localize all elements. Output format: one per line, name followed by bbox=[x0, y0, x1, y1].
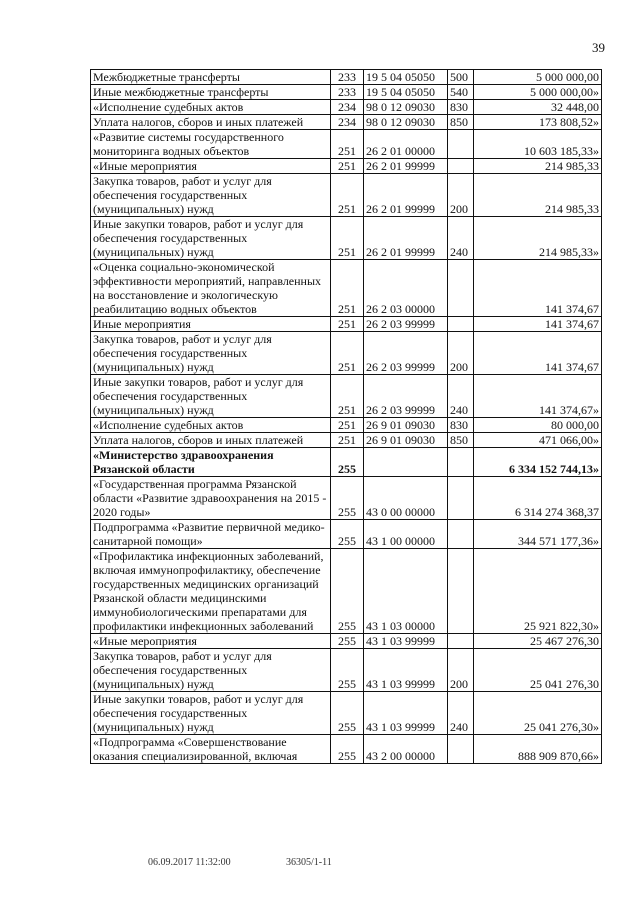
row-csr-cell: 26 2 03 99999 bbox=[364, 332, 448, 375]
row-vr-cell bbox=[448, 317, 474, 332]
row-sum-cell: 214 985,33 bbox=[474, 174, 602, 217]
row-ved-cell: 255 bbox=[331, 549, 364, 634]
row-csr-cell: 26 2 03 00000 bbox=[364, 260, 448, 317]
row-name-cell: Иные межбюджетные трансферты bbox=[91, 85, 331, 100]
table-row bbox=[91, 332, 602, 375]
table-row bbox=[91, 85, 602, 100]
row-ved-cell: 234 bbox=[331, 115, 364, 130]
row-csr-cell: 26 9 01 09030 bbox=[364, 418, 448, 433]
row-ved-cell: 255 bbox=[331, 692, 364, 735]
row-ved-cell: 251 bbox=[331, 159, 364, 174]
row-sum-cell: 214 985,33 bbox=[474, 159, 602, 174]
row-sum-cell: 5 000 000,00» bbox=[474, 85, 602, 100]
row-csr-cell: 98 0 12 09030 bbox=[364, 100, 448, 115]
row-vr-cell: 200 bbox=[448, 174, 474, 217]
row-ved-cell: 251 bbox=[331, 130, 364, 159]
row-sum-cell: 6 334 152 744,13» bbox=[474, 448, 602, 477]
row-vr-cell bbox=[448, 159, 474, 174]
table-row bbox=[91, 418, 602, 433]
row-name-cell: Закупка товаров, работ и услуг для обеспечения государственных (муниципальных) нужд bbox=[91, 174, 331, 217]
row-csr-cell: 43 0 00 00000 bbox=[364, 477, 448, 520]
row-ved-cell: 255 bbox=[331, 735, 364, 764]
row-vr-cell: 200 bbox=[448, 332, 474, 375]
row-vr-cell bbox=[448, 448, 474, 477]
row-vr-cell bbox=[448, 260, 474, 317]
table-row bbox=[91, 260, 602, 317]
row-csr-cell: 26 9 01 09030 bbox=[364, 433, 448, 448]
row-name-cell: Уплата налогов, сборов и иных платежей bbox=[91, 433, 331, 448]
row-name-cell: Иные закупки товаров, работ и услуг для обеспечения государственных (муниципальных) нужд bbox=[91, 375, 331, 418]
row-ved-cell: 251 bbox=[331, 317, 364, 332]
row-csr-cell: 26 2 01 99999 bbox=[364, 217, 448, 260]
row-csr-cell bbox=[364, 448, 448, 477]
table-row bbox=[91, 100, 602, 115]
row-csr-cell: 26 2 03 99999 bbox=[364, 317, 448, 332]
table-row bbox=[91, 217, 602, 260]
table-row bbox=[91, 317, 602, 332]
row-vr-cell bbox=[448, 520, 474, 549]
row-vr-cell: 850 bbox=[448, 433, 474, 448]
row-sum-cell: 25 467 276,30 bbox=[474, 634, 602, 649]
row-sum-cell: 141 374,67 bbox=[474, 260, 602, 317]
row-sum-cell: 25 921 822,30» bbox=[474, 549, 602, 634]
row-csr-cell: 19 5 04 05050 bbox=[364, 85, 448, 100]
row-ved-cell: 255 bbox=[331, 649, 364, 692]
row-ved-cell: 255 bbox=[331, 477, 364, 520]
table-row bbox=[91, 115, 602, 130]
row-name-cell: «Подпрограмма «Совершенствование оказания специализированной, включая bbox=[91, 735, 331, 764]
row-name-cell: Закупка товаров, работ и услуг для обеспечения государственных (муниципальных) нужд bbox=[91, 332, 331, 375]
row-csr-cell: 26 2 03 99999 bbox=[364, 375, 448, 418]
row-csr-cell: 19 5 04 05050 bbox=[364, 70, 448, 85]
row-sum-cell: 6 314 274 368,37 bbox=[474, 477, 602, 520]
row-ved-cell: 233 bbox=[331, 85, 364, 100]
row-ved-cell: 251 bbox=[331, 217, 364, 260]
row-ved-cell: 233 bbox=[331, 70, 364, 85]
row-name-cell: «Государственная программа Рязанской области «Развитие здравоохранения на 2015 - 2020 годы» bbox=[91, 477, 331, 520]
row-csr-cell: 43 2 00 00000 bbox=[364, 735, 448, 764]
row-name-cell: Уплата налогов, сборов и иных платежей bbox=[91, 115, 331, 130]
row-sum-cell: 141 374,67» bbox=[474, 375, 602, 418]
row-vr-cell: 200 bbox=[448, 649, 474, 692]
row-csr-cell: 43 1 00 00000 bbox=[364, 520, 448, 549]
row-vr-cell: 240 bbox=[448, 217, 474, 260]
row-vr-cell: 850 bbox=[448, 115, 474, 130]
table-row bbox=[91, 433, 602, 448]
row-name-cell: Иные закупки товаров, работ и услуг для обеспечения государственных (муниципальных) нужд bbox=[91, 692, 331, 735]
row-vr-cell: 240 bbox=[448, 692, 474, 735]
row-ved-cell: 255 bbox=[331, 634, 364, 649]
row-csr-cell: 43 1 03 00000 bbox=[364, 549, 448, 634]
row-csr-cell: 26 2 01 99999 bbox=[364, 174, 448, 217]
row-vr-cell: 240 bbox=[448, 375, 474, 418]
row-name-cell: Закупка товаров, работ и услуг для обеспечения государственных (муниципальных) нужд bbox=[91, 649, 331, 692]
row-name-cell: «Иные мероприятия bbox=[91, 159, 331, 174]
row-sum-cell: 888 909 870,66» bbox=[474, 735, 602, 764]
row-ved-cell: 255 bbox=[331, 520, 364, 549]
row-ved-cell: 251 bbox=[331, 260, 364, 317]
table-row bbox=[91, 70, 602, 85]
row-sum-cell: 10 603 185,33» bbox=[474, 130, 602, 159]
row-vr-cell bbox=[448, 130, 474, 159]
row-name-cell: Иные закупки товаров, работ и услуг для обеспечения государственных (муниципальных) нужд bbox=[91, 217, 331, 260]
page-number: 39 bbox=[592, 40, 605, 55]
row-name-cell: «Профилактика инфекционных заболеваний, включая иммунопрофилактику, обеспечение государственных медицинских организаций Рязанской области медицинскими иммунобиологическими препаратами для профилактики инфекционных заболеваний bbox=[91, 549, 331, 634]
row-name-cell: «Оценка социально-экономической эффективности мероприятий, направленных на восстановление и экологическую реабилитацию водных объектов bbox=[91, 260, 331, 317]
budget-table-body bbox=[91, 70, 602, 764]
table-row bbox=[91, 448, 602, 477]
footer-doc-code: 36305/1-11 bbox=[286, 857, 332, 868]
row-sum-cell: 80 000,00 bbox=[474, 418, 602, 433]
table-row bbox=[91, 634, 602, 649]
row-name-cell: «Исполнение судебных актов bbox=[91, 100, 331, 115]
row-name-cell: «Исполнение судебных актов bbox=[91, 418, 331, 433]
row-vr-cell: 540 bbox=[448, 85, 474, 100]
row-csr-cell: 26 2 01 99999 bbox=[364, 159, 448, 174]
table-row bbox=[91, 549, 602, 634]
row-vr-cell bbox=[448, 634, 474, 649]
row-ved-cell: 251 bbox=[331, 433, 364, 448]
row-csr-cell: 26 2 01 00000 bbox=[364, 130, 448, 159]
row-csr-cell: 43 1 03 99999 bbox=[364, 634, 448, 649]
table-row bbox=[91, 477, 602, 520]
row-ved-cell: 251 bbox=[331, 174, 364, 217]
row-ved-cell: 251 bbox=[331, 418, 364, 433]
row-vr-cell: 830 bbox=[448, 100, 474, 115]
row-ved-cell: 234 bbox=[331, 100, 364, 115]
row-name-cell: Подпрограмма «Развитие первичной медико-санитарной помощи» bbox=[91, 520, 331, 549]
table-row bbox=[91, 520, 602, 549]
footer-timestamp: 06.09.2017 11:32:00 bbox=[148, 857, 231, 868]
row-vr-cell bbox=[448, 549, 474, 634]
row-sum-cell: 141 374,67 bbox=[474, 332, 602, 375]
row-sum-cell: 5 000 000,00 bbox=[474, 70, 602, 85]
row-name-cell: Иные мероприятия bbox=[91, 317, 331, 332]
row-vr-cell bbox=[448, 477, 474, 520]
table-row bbox=[91, 174, 602, 217]
row-name-cell: Межбюджетные трансферты bbox=[91, 70, 331, 85]
row-sum-cell: 344 571 177,36» bbox=[474, 520, 602, 549]
row-csr-cell: 43 1 03 99999 bbox=[364, 692, 448, 735]
row-vr-cell: 830 bbox=[448, 418, 474, 433]
row-csr-cell: 43 1 03 99999 bbox=[364, 649, 448, 692]
row-sum-cell: 25 041 276,30 bbox=[474, 649, 602, 692]
row-name-cell: «Министерство здравоохранения Рязанской области bbox=[91, 448, 331, 477]
row-ved-cell: 255 bbox=[331, 448, 364, 477]
row-sum-cell: 214 985,33» bbox=[474, 217, 602, 260]
row-ved-cell: 251 bbox=[331, 375, 364, 418]
row-sum-cell: 141 374,67 bbox=[474, 317, 602, 332]
row-sum-cell: 173 808,52» bbox=[474, 115, 602, 130]
table-row bbox=[91, 649, 602, 692]
row-sum-cell: 32 448,00 bbox=[474, 100, 602, 115]
table-row bbox=[91, 375, 602, 418]
row-ved-cell: 251 bbox=[331, 332, 364, 375]
row-name-cell: «Развитие системы государственного мониторинга водных объектов bbox=[91, 130, 331, 159]
table-row bbox=[91, 735, 602, 764]
row-vr-cell bbox=[448, 735, 474, 764]
table-row bbox=[91, 130, 602, 159]
budget-table bbox=[90, 69, 602, 764]
row-name-cell: «Иные мероприятия bbox=[91, 634, 331, 649]
table-row bbox=[91, 692, 602, 735]
row-csr-cell: 98 0 12 09030 bbox=[364, 115, 448, 130]
row-sum-cell: 25 041 276,30» bbox=[474, 692, 602, 735]
row-vr-cell: 500 bbox=[448, 70, 474, 85]
row-sum-cell: 471 066,00» bbox=[474, 433, 602, 448]
table-row bbox=[91, 159, 602, 174]
